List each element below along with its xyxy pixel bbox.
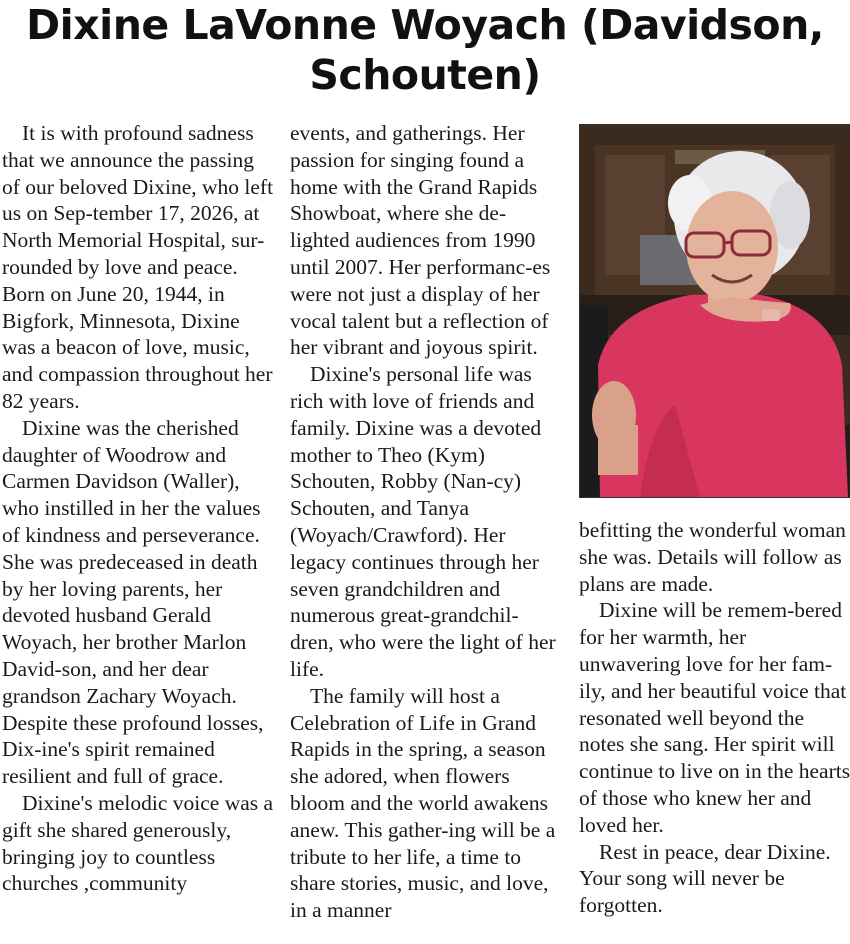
paragraph-announcement: It is with profound sadness that we announce the passing of our beloved Dixine, who left us on Sep-tember 17, 2026, at North Memorial Hospital, sur-rounded by love and peace. Born on June 20, 1944, in Bigfork, Minnesota, Dixine was a beacon of love, music, and compassion throughout her 82 years. [2,121,274,413]
text-column-3 [579,517,850,919]
text-column-1 [2,120,274,897]
portrait-illustration [580,125,850,497]
headline-line-2: Schouten) [309,51,541,99]
portrait-photo [579,124,850,498]
paragraph-personal-life: Dixine's personal life was rich with love of friends and family. Dixine was a devoted mother to Theo (Kym) Schouten, Robby (Nan-cy) Schouten, and Tanya (Woyach/Crawford). Her legacy continues through her seven grandchildren and numerous great-grandchil-dren, who were the light of her life. [290,362,556,681]
headline-line-1: Dixine LaVonne Woyach (Davidson, [26,1,824,49]
paragraph-voice: Dixine's melodic voice was a gift she shared generously, bringing joy to countless churches ,community [2,790,274,896]
paragraph-celebration-continued: befitting the wonderful woman she was. Details will follow as plans are made. [579,518,846,596]
paragraph-closing: Rest in peace, dear Dixine. Your song will never be forgotten. [579,839,831,918]
paragraph-family-background: Dixine was the cherished daughter of Woodrow and Carmen Davidson (Waller), who instilled in her the values of kindness and perseverance. She was predeceased in death by her loving parents, her devoted husband Gerald Woyach, her brother Marlon David-son, and her dear grandson Zachary Woyach. Despite these profound losses, Dix-ine's spirit remained resilient and full of grace. [2,415,264,789]
paragraph-remembrance: Dixine will be remem-bered for her warmth, her unwavering love for her fam-ily, and her beautiful voice that resonated well beyond the notes she sang. Her spirit will continue to live on in the hearts of those who knew her and loved her. [579,598,850,837]
text-column-2 [290,120,562,924]
obituary-headline [0,0,850,100]
paragraph-voice-continued: events, and gatherings. Her passion for singing found a home with the Grand Rapids Showboat, where she de-lighted audiences from 1990 until 2007. Her performanc-es were not just a display of her vocal talent but a reflection of her vibrant and joyous spirit. [290,121,551,360]
paragraph-celebration: The family will host a Celebration of Life in Grand Rapids in the spring, a season she adored, when flowers bloom and the world awakens anew. This gather-ing will be a tribute to her life, a time to share stories, music, and love, in a manner [290,683,556,923]
